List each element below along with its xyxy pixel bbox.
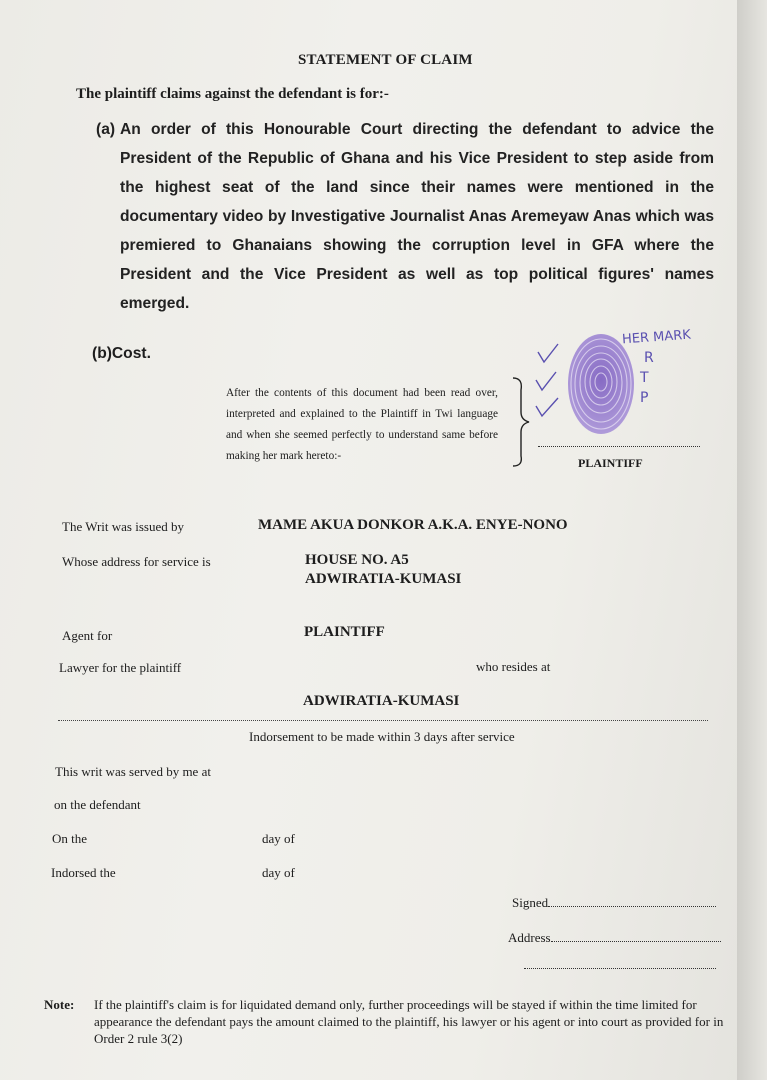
- on-defendant-label: on the defendant: [54, 797, 141, 812]
- background-edge: [737, 0, 767, 1080]
- handwritten-mark: [618, 328, 718, 416]
- signed-field: [512, 895, 716, 911]
- handwritten-r: R: [644, 350, 654, 366]
- signed-label: Signed: [512, 895, 549, 910]
- plaintiff-label: PLAINTIFF: [578, 456, 643, 470]
- document-title: STATEMENT OF CLAIM: [298, 52, 473, 68]
- note-section: [44, 996, 734, 1047]
- resides-value: ADWIRATIA-KUMASI: [303, 693, 460, 709]
- agent-label: Agent for: [62, 628, 113, 643]
- address-dots: [551, 931, 721, 942]
- note-label: Note:: [44, 997, 75, 1012]
- claim-intro: The plaintiff claims against the defendant is for:-: [76, 86, 389, 102]
- agent-value: PLAINTIFF: [304, 624, 385, 640]
- claim-a: [96, 115, 714, 318]
- claim-a-text: An order of this Honourable Court directing the defendant to advice the President of the Republic of Ghana and his Vice President to step aside from the highest seat of the land since their names were mentioned in the documentary video by Investigative Journalist Anas Aremeyaw Anas which was premiered to Ghanaians showing the corruption level in GFA where the President and the Vice President as well as top political figures' names emerged.: [120, 121, 714, 312]
- indorsement-heading: Indorsement to be made within 3 days after service: [249, 729, 515, 744]
- claim-a-label: (a): [96, 121, 116, 138]
- note-text: If the plaintiff's claim is for liquidated demand only, further proceedings will be stayed if within the time limited for appearance the defendant pays the amount claimed to the plaintiff, his lawyer or his agent or into court as provided for in Order 2 rule 3(2): [94, 997, 724, 1046]
- signed-dots: [548, 896, 716, 907]
- address-line-1: HOUSE NO. A5: [305, 552, 409, 568]
- address-line-2: ADWIRATIA-KUMASI: [305, 571, 462, 587]
- handwritten-p: P: [640, 390, 649, 406]
- issued-by-value: MAME AKUA DONKOR A.K.A. ENYE-NONO: [258, 517, 568, 533]
- address-field: [508, 930, 721, 946]
- issued-by-label: The Writ was issued by: [62, 519, 184, 534]
- her-mark-text: HER MARK: [621, 327, 692, 348]
- dotted-separator: [58, 720, 708, 721]
- indorsed-the-label: Indorsed the: [51, 865, 116, 880]
- served-by-label: This writ was served by me at: [55, 764, 211, 779]
- address-label: Whose address for service is: [62, 554, 211, 569]
- lawyer-label: Lawyer for the plaintiff: [59, 660, 182, 675]
- interpretation-clause: After the contents of this document had been read over, interpreted and explained to the Plaintiff in Twi language and when she seemed perfectly to understand same before making her mark hereto:-: [226, 387, 498, 462]
- resides-label: who resides at: [476, 659, 551, 674]
- plaintiff-signature-line: [538, 446, 700, 447]
- curly-brace: [509, 376, 533, 468]
- indorse-address-label: Address: [508, 930, 551, 945]
- on-the-label: On the: [52, 831, 88, 846]
- handwritten-t: T: [640, 370, 649, 386]
- address-dots-2: [524, 968, 716, 969]
- day-of-label-2: day of: [262, 865, 295, 880]
- claim-b-cost: (b)Cost.: [92, 345, 151, 362]
- day-of-label-1: day of: [262, 831, 295, 846]
- show-through-text: [440, 478, 443, 494]
